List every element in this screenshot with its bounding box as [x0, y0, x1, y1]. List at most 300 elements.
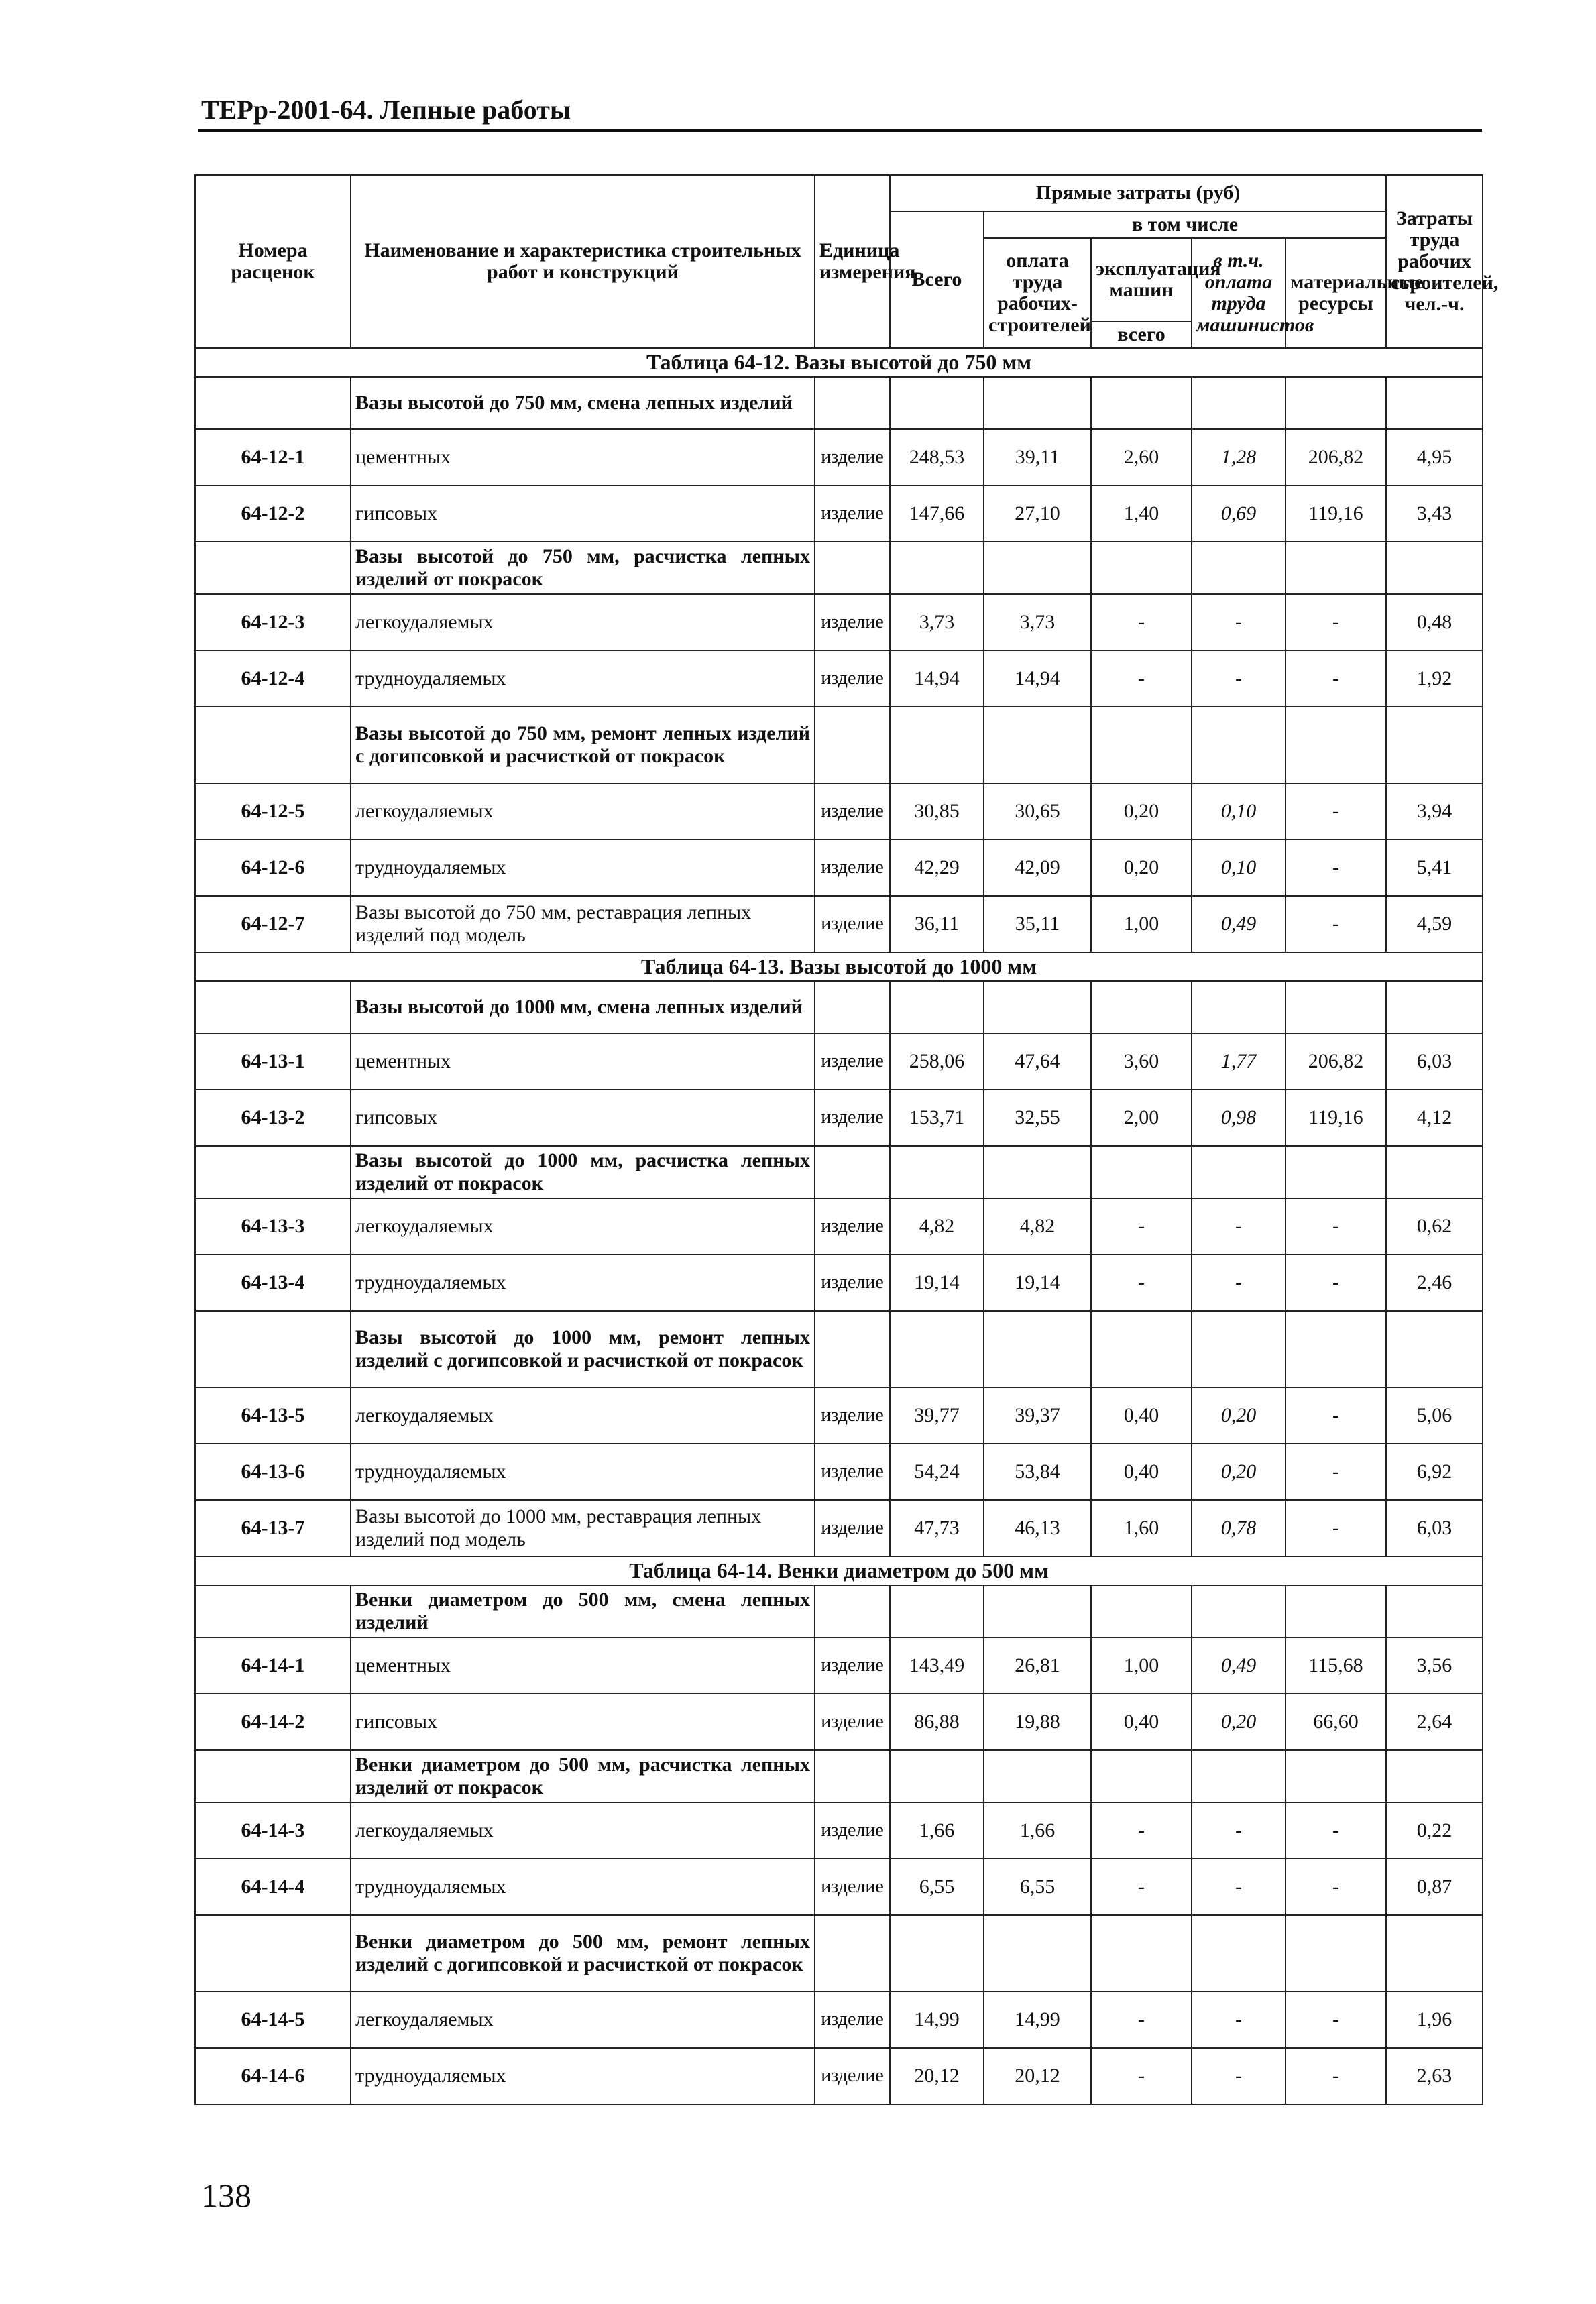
table-row	[195, 650, 1483, 707]
cost-wages: 3,73	[984, 594, 1091, 650]
cost-total: 86,88	[890, 1694, 984, 1750]
cost-materials: -	[1286, 1255, 1386, 1311]
labor-hours: 2,46	[1386, 1255, 1483, 1311]
cost-machines: 0,20	[1091, 783, 1192, 840]
cost-machinists-wage: -	[1192, 1802, 1286, 1859]
unit-of-measure: изделие	[815, 1637, 890, 1694]
work-name: цементных	[351, 429, 815, 485]
rate-code: 64-13-2	[195, 1090, 351, 1146]
group-row	[195, 542, 1483, 594]
labor-hours: 2,63	[1386, 2048, 1483, 2104]
cost-total: 4,82	[890, 1198, 984, 1255]
cost-materials: 206,82	[1286, 429, 1386, 485]
group-code-cell	[195, 1585, 351, 1637]
group-title: Вазы высотой до 750 мм, расчистка лепных изделий от покрасок	[351, 542, 815, 594]
table-row	[195, 783, 1483, 840]
group-row	[195, 1311, 1483, 1387]
empty-cell	[815, 981, 890, 1033]
header-including: в том числе	[984, 211, 1386, 238]
cost-total: 14,99	[890, 1992, 984, 2048]
cost-machines: 1,00	[1091, 896, 1192, 952]
labor-hours: 6,03	[1386, 1033, 1483, 1090]
empty-cell	[984, 542, 1091, 594]
group-row	[195, 1146, 1483, 1198]
empty-cell	[890, 377, 984, 429]
cost-materials: -	[1286, 783, 1386, 840]
empty-cell	[1091, 1585, 1192, 1637]
empty-cell	[1192, 1585, 1286, 1637]
unit-of-measure: изделие	[815, 1033, 890, 1090]
unit-of-measure: изделие	[815, 896, 890, 952]
table-row	[195, 1859, 1483, 1915]
unit-of-measure: изделие	[815, 840, 890, 896]
cost-machines: -	[1091, 2048, 1192, 2104]
empty-cell	[1192, 981, 1286, 1033]
table-row	[195, 1033, 1483, 1090]
work-name: легкоудаляемых	[351, 594, 815, 650]
unit-of-measure: изделие	[815, 485, 890, 542]
rate-code: 64-12-7	[195, 896, 351, 952]
table-row	[195, 429, 1483, 485]
group-title: Вазы высотой до 1000 мм, расчистка лепных изделий от покрасок	[351, 1146, 815, 1198]
empty-cell	[1286, 981, 1386, 1033]
cost-machines: 1,40	[1091, 485, 1192, 542]
rate-code: 64-14-5	[195, 1992, 351, 2048]
empty-cell	[1286, 377, 1386, 429]
cost-machines: 0,40	[1091, 1387, 1192, 1444]
rate-code: 64-13-4	[195, 1255, 351, 1311]
unit-of-measure: изделие	[815, 650, 890, 707]
cost-materials: 206,82	[1286, 1033, 1386, 1090]
cost-wages: 19,14	[984, 1255, 1091, 1311]
empty-cell	[1386, 542, 1483, 594]
empty-cell	[984, 1146, 1091, 1198]
table-caption-row	[195, 348, 1483, 377]
empty-cell	[1091, 1750, 1192, 1802]
group-title: Венки диаметром до 500 мм, расчистка лепных изделий от покрасок	[351, 1750, 815, 1802]
header-unit: Единица измерения	[815, 175, 890, 348]
empty-cell	[815, 707, 890, 783]
header-machines-total: всего	[1091, 321, 1192, 348]
rate-code: 64-13-3	[195, 1198, 351, 1255]
empty-cell	[984, 981, 1091, 1033]
cost-machinists-wage: 0,78	[1192, 1500, 1286, 1556]
cost-machines: -	[1091, 1255, 1192, 1311]
unit-of-measure: изделие	[815, 1802, 890, 1859]
cost-wages: 42,09	[984, 840, 1091, 896]
cost-total: 42,29	[890, 840, 984, 896]
unit-of-measure: изделие	[815, 1992, 890, 2048]
cost-machinists-wage: 0,20	[1192, 1694, 1286, 1750]
cost-machines: -	[1091, 1992, 1192, 2048]
rate-code: 64-14-3	[195, 1802, 351, 1859]
group-row	[195, 981, 1483, 1033]
cost-total: 20,12	[890, 2048, 984, 2104]
empty-cell	[1091, 1146, 1192, 1198]
cost-machinists-wage: -	[1192, 1992, 1286, 2048]
cost-total: 14,94	[890, 650, 984, 707]
rate-code: 64-12-5	[195, 783, 351, 840]
labor-hours: 4,59	[1386, 896, 1483, 952]
cost-wages: 19,88	[984, 1694, 1091, 1750]
cost-total: 47,73	[890, 1500, 984, 1556]
cost-machinists-wage: 1,28	[1192, 429, 1286, 485]
labor-hours: 0,87	[1386, 1859, 1483, 1915]
rate-code: 64-12-2	[195, 485, 351, 542]
cost-wages: 27,10	[984, 485, 1091, 542]
empty-cell	[1286, 1585, 1386, 1637]
group-code-cell	[195, 1146, 351, 1198]
labor-hours: 6,03	[1386, 1500, 1483, 1556]
cost-total: 3,73	[890, 594, 984, 650]
running-header: ТЕРр-2001-64. Лепные работы	[201, 95, 571, 125]
table-body	[195, 348, 1483, 2104]
cost-materials: -	[1286, 650, 1386, 707]
cost-machinists-wage: 0,20	[1192, 1444, 1286, 1500]
cost-machinists-wage: -	[1192, 594, 1286, 650]
group-title: Вазы высотой до 750 мм, ремонт лепных изделий с догипсовкой и расчисткой от покрасок	[351, 707, 815, 783]
rate-code: 64-14-4	[195, 1859, 351, 1915]
cost-materials: -	[1286, 840, 1386, 896]
work-name: цементных	[351, 1637, 815, 1694]
cost-total: 153,71	[890, 1090, 984, 1146]
group-code-cell	[195, 377, 351, 429]
labor-hours: 3,94	[1386, 783, 1483, 840]
empty-cell	[815, 1146, 890, 1198]
header-direct-costs: Прямые затраты (руб)	[890, 175, 1386, 211]
empty-cell	[815, 542, 890, 594]
cost-machines: -	[1091, 594, 1192, 650]
work-name: Вазы высотой до 750 мм, реставрация лепных изделий под модель	[351, 896, 815, 952]
empty-cell	[890, 981, 984, 1033]
cost-wages: 4,82	[984, 1198, 1091, 1255]
table-row	[195, 1500, 1483, 1556]
work-name: трудноудаляемых	[351, 650, 815, 707]
group-row	[195, 1915, 1483, 1992]
cost-total: 143,49	[890, 1637, 984, 1694]
cost-machinists-wage: 0,49	[1192, 1637, 1286, 1694]
table-caption-row	[195, 952, 1483, 981]
rate-code: 64-12-3	[195, 594, 351, 650]
labor-hours: 1,96	[1386, 1992, 1483, 2048]
table-row	[195, 1090, 1483, 1146]
cost-machines: -	[1091, 1859, 1192, 1915]
empty-cell	[1091, 1915, 1192, 1992]
empty-cell	[1386, 981, 1483, 1033]
cost-machinists-wage: -	[1192, 1255, 1286, 1311]
cost-machinists-wage: 0,69	[1192, 485, 1286, 542]
empty-cell	[1286, 1915, 1386, 1992]
table-row	[195, 485, 1483, 542]
table-row	[195, 2048, 1483, 2104]
cost-machinists-wage: 0,98	[1192, 1090, 1286, 1146]
cost-materials: -	[1286, 896, 1386, 952]
labor-hours: 4,95	[1386, 429, 1483, 485]
empty-cell	[1091, 1311, 1192, 1387]
group-row	[195, 1585, 1483, 1637]
labor-hours: 3,43	[1386, 485, 1483, 542]
table-row	[195, 1694, 1483, 1750]
empty-cell	[1192, 1915, 1286, 1992]
header-total: Всего	[890, 211, 984, 348]
empty-cell	[1192, 707, 1286, 783]
empty-cell	[984, 1915, 1091, 1992]
cost-machines: -	[1091, 1198, 1192, 1255]
unit-of-measure: изделие	[815, 1387, 890, 1444]
cost-materials: -	[1286, 1387, 1386, 1444]
table-caption: Таблица 64-14. Венки диаметром до 500 мм	[195, 1556, 1483, 1585]
cost-wages: 20,12	[984, 2048, 1091, 2104]
cost-wages: 46,13	[984, 1500, 1091, 1556]
cost-materials: 119,16	[1286, 485, 1386, 542]
group-code-cell	[195, 1915, 351, 1992]
table-row	[195, 896, 1483, 952]
empty-cell	[890, 1915, 984, 1992]
table-row	[195, 1444, 1483, 1500]
rate-code: 64-12-4	[195, 650, 351, 707]
cost-wages: 6,55	[984, 1859, 1091, 1915]
cost-machines: -	[1091, 1802, 1192, 1859]
work-name: гипсовых	[351, 485, 815, 542]
labor-hours: 2,64	[1386, 1694, 1483, 1750]
empty-cell	[890, 1585, 984, 1637]
cost-wages: 30,65	[984, 783, 1091, 840]
labor-hours: 3,56	[1386, 1637, 1483, 1694]
group-code-cell	[195, 707, 351, 783]
group-title: Вазы высотой до 750 мм, смена лепных изделий	[351, 377, 815, 429]
empty-cell	[1091, 542, 1192, 594]
rate-code: 64-14-2	[195, 1694, 351, 1750]
rate-code: 64-13-7	[195, 1500, 351, 1556]
cost-machinists-wage: 1,77	[1192, 1033, 1286, 1090]
labor-hours: 5,06	[1386, 1387, 1483, 1444]
unit-of-measure: изделие	[815, 1255, 890, 1311]
cost-machinists-wage: -	[1192, 1859, 1286, 1915]
table-header	[195, 175, 1499, 348]
group-title: Вазы высотой до 1000 мм, ремонт лепных изделий с догипсовкой и расчисткой от покрасок	[351, 1311, 815, 1387]
empty-cell	[1192, 1146, 1286, 1198]
cost-materials: -	[1286, 1500, 1386, 1556]
header-codes: Номера расценок	[195, 175, 351, 348]
table-caption-row	[195, 1556, 1483, 1585]
unit-of-measure: изделие	[815, 429, 890, 485]
empty-cell	[1286, 542, 1386, 594]
labor-hours: 4,12	[1386, 1090, 1483, 1146]
cost-wages: 14,99	[984, 1992, 1091, 2048]
table-caption: Таблица 64-12. Вазы высотой до 750 мм	[195, 348, 1483, 377]
cost-total: 54,24	[890, 1444, 984, 1500]
labor-hours: 0,48	[1386, 594, 1483, 650]
group-title: Вазы высотой до 1000 мм, смена лепных изделий	[351, 981, 815, 1033]
unit-of-measure: изделие	[815, 2048, 890, 2104]
cost-machines: 1,00	[1091, 1637, 1192, 1694]
cost-machines: 2,60	[1091, 429, 1192, 485]
empty-cell	[1386, 707, 1483, 783]
cost-total: 6,55	[890, 1859, 984, 1915]
work-name: гипсовых	[351, 1090, 815, 1146]
cost-machinists-wage: 0,20	[1192, 1387, 1286, 1444]
table-row	[195, 1387, 1483, 1444]
cost-wages: 39,11	[984, 429, 1091, 485]
group-code-cell	[195, 981, 351, 1033]
work-name: легкоудаляемых	[351, 1387, 815, 1444]
cost-wages: 47,64	[984, 1033, 1091, 1090]
work-name: гипсовых	[351, 1694, 815, 1750]
unit-of-measure: изделие	[815, 594, 890, 650]
cost-wages: 14,94	[984, 650, 1091, 707]
cost-total: 147,66	[890, 485, 984, 542]
empty-cell	[890, 1750, 984, 1802]
empty-cell	[1386, 1585, 1483, 1637]
empty-cell	[1192, 377, 1286, 429]
cost-machinists-wage: -	[1192, 650, 1286, 707]
unit-of-measure: изделие	[815, 1500, 890, 1556]
group-code-cell	[195, 1750, 351, 1802]
empty-cell	[815, 377, 890, 429]
empty-cell	[1386, 1915, 1483, 1992]
table-row	[195, 1255, 1483, 1311]
work-name: легкоудаляемых	[351, 783, 815, 840]
group-code-cell	[195, 542, 351, 594]
header-name: Наименование и характеристика строительных работ и конструкций	[351, 175, 815, 348]
header-machines: эксплуатация машин	[1091, 238, 1192, 321]
empty-cell	[1286, 1311, 1386, 1387]
empty-cell	[815, 1915, 890, 1992]
empty-cell	[1386, 1750, 1483, 1802]
labor-hours: 6,92	[1386, 1444, 1483, 1500]
labor-hours: 1,92	[1386, 650, 1483, 707]
table-row	[195, 1992, 1483, 2048]
cost-total: 36,11	[890, 896, 984, 952]
rate-code: 64-12-6	[195, 840, 351, 896]
empty-cell	[984, 1311, 1091, 1387]
cost-machinists-wage: 0,10	[1192, 783, 1286, 840]
cost-total: 248,53	[890, 429, 984, 485]
cost-materials: 115,68	[1286, 1637, 1386, 1694]
empty-cell	[815, 1311, 890, 1387]
empty-cell	[890, 707, 984, 783]
empty-cell	[984, 1750, 1091, 1802]
rate-code: 64-14-6	[195, 2048, 351, 2104]
empty-cell	[1386, 377, 1483, 429]
unit-of-measure: изделие	[815, 1444, 890, 1500]
cost-materials: -	[1286, 594, 1386, 650]
empty-cell	[1091, 707, 1192, 783]
cost-machines: 0,40	[1091, 1694, 1192, 1750]
empty-cell	[984, 1585, 1091, 1637]
table-row	[195, 840, 1483, 896]
empty-cell	[1091, 981, 1192, 1033]
cost-materials: 119,16	[1286, 1090, 1386, 1146]
table-row	[195, 594, 1483, 650]
unit-of-measure: изделие	[815, 1859, 890, 1915]
cost-wages: 53,84	[984, 1444, 1091, 1500]
empty-cell	[1286, 1750, 1386, 1802]
work-name: трудноудаляемых	[351, 2048, 815, 2104]
labor-hours: 0,22	[1386, 1802, 1483, 1859]
group-row	[195, 707, 1483, 783]
empty-cell	[984, 707, 1091, 783]
work-name: трудноудаляемых	[351, 1255, 815, 1311]
table-caption: Таблица 64-13. Вазы высотой до 1000 мм	[195, 952, 1483, 981]
empty-cell	[890, 1311, 984, 1387]
cost-total: 19,14	[890, 1255, 984, 1311]
rate-code: 64-13-6	[195, 1444, 351, 1500]
cost-wages: 39,37	[984, 1387, 1091, 1444]
rates-table	[194, 174, 1499, 2105]
cost-machines: -	[1091, 650, 1192, 707]
cost-materials: -	[1286, 1444, 1386, 1500]
rate-code: 64-14-1	[195, 1637, 351, 1694]
cost-machines: 2,00	[1091, 1090, 1192, 1146]
empty-cell	[1192, 1311, 1286, 1387]
header-labor-hours: Затраты труда рабочих строителей, чел.-ч.	[1386, 175, 1483, 348]
rate-code: 64-13-5	[195, 1387, 351, 1444]
work-name: трудноудаляемых	[351, 840, 815, 896]
work-name: Вазы высотой до 1000 мм, реставрация лепных изделий под модель	[351, 1500, 815, 1556]
header-rule	[198, 129, 1482, 132]
cost-machines: 0,20	[1091, 840, 1192, 896]
group-code-cell	[195, 1311, 351, 1387]
unit-of-measure: изделие	[815, 1090, 890, 1146]
unit-of-measure: изделие	[815, 1694, 890, 1750]
empty-cell	[984, 377, 1091, 429]
table-row	[195, 1637, 1483, 1694]
cost-machines: 3,60	[1091, 1033, 1192, 1090]
empty-cell	[815, 1585, 890, 1637]
work-name: трудноудаляемых	[351, 1859, 815, 1915]
cost-materials: 66,60	[1286, 1694, 1386, 1750]
cost-machinists-wage: 0,49	[1192, 896, 1286, 952]
cost-materials: -	[1286, 1859, 1386, 1915]
unit-of-measure: изделие	[815, 1198, 890, 1255]
cost-wages: 35,11	[984, 896, 1091, 952]
cost-machinists-wage: -	[1192, 2048, 1286, 2104]
work-name: трудноудаляемых	[351, 1444, 815, 1500]
cost-total: 258,06	[890, 1033, 984, 1090]
unit-of-measure: изделие	[815, 783, 890, 840]
group-title: Венки диаметром до 500 мм, смена лепных изделий	[351, 1585, 815, 1637]
cost-total: 39,77	[890, 1387, 984, 1444]
cost-wages: 1,66	[984, 1802, 1091, 1859]
empty-cell	[1192, 1750, 1286, 1802]
cost-materials: -	[1286, 2048, 1386, 2104]
empty-cell	[1091, 377, 1192, 429]
work-name: легкоудаляемых	[351, 1992, 815, 2048]
rate-code: 64-13-1	[195, 1033, 351, 1090]
group-row	[195, 377, 1483, 429]
work-name: легкоудаляемых	[351, 1198, 815, 1255]
group-row	[195, 1750, 1483, 1802]
cost-wages: 32,55	[984, 1090, 1091, 1146]
page-number: 138	[201, 2177, 251, 2214]
cost-machines: 0,40	[1091, 1444, 1192, 1500]
header-machinists-wage: в т.ч. оплата труда машинистов	[1192, 238, 1286, 348]
cost-materials: -	[1286, 1992, 1386, 2048]
empty-cell	[1286, 1146, 1386, 1198]
empty-cell	[815, 1750, 890, 1802]
empty-cell	[1386, 1311, 1483, 1387]
work-name: цементных	[351, 1033, 815, 1090]
labor-hours: 0,62	[1386, 1198, 1483, 1255]
labor-hours: 5,41	[1386, 840, 1483, 896]
empty-cell	[1192, 542, 1286, 594]
cost-total: 1,66	[890, 1802, 984, 1859]
empty-cell	[1286, 707, 1386, 783]
empty-cell	[890, 542, 984, 594]
cost-total: 30,85	[890, 783, 984, 840]
header-materials: материальные ресурсы	[1286, 238, 1386, 348]
